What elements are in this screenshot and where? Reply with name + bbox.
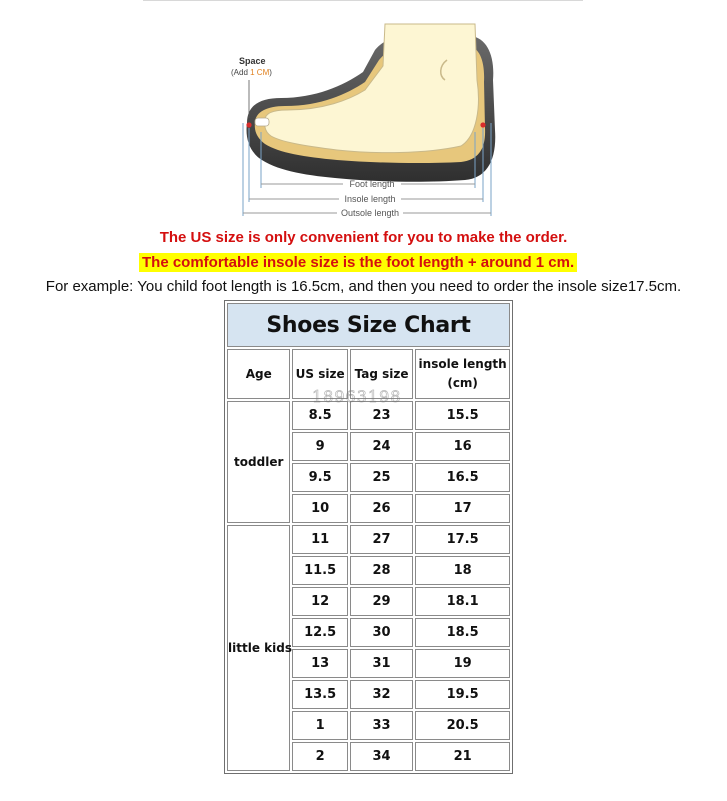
- tag-size-cell: 23: [350, 401, 413, 430]
- example-note: For example: You child foot length is 16.5cm, and then you need to order the insole size17.5cm.: [45, 278, 682, 295]
- tag-size-cell: 28: [350, 556, 413, 585]
- us-size-cell: 13.5: [292, 680, 347, 709]
- insole-length-cell: 18.5: [415, 618, 510, 647]
- header-insole-length: [415, 349, 510, 399]
- age-group-cell: little kids: [227, 525, 290, 771]
- us-size-cell: 12: [292, 587, 347, 616]
- size-chart-table: [224, 300, 513, 774]
- outsole-length-label: Outsole length: [340, 208, 400, 218]
- header-insole-length-text: insole length: [418, 357, 507, 371]
- us-size-cell: 8.5: [292, 401, 347, 430]
- header-insole-unit: (cm): [447, 376, 478, 390]
- table-row: [227, 401, 510, 430]
- foot-length-label: Foot length: [349, 179, 395, 189]
- tag-size-cell: 26: [350, 494, 413, 523]
- chart-title: Shoes Size Chart: [227, 303, 510, 347]
- toe-shape: [255, 118, 269, 126]
- insole-length-cell: 16.5: [415, 463, 510, 492]
- table-row: [227, 525, 510, 554]
- tag-size-cell: 31: [350, 649, 413, 678]
- insole-length-cell: 16: [415, 432, 510, 461]
- foot-shape: [265, 24, 479, 153]
- header-age: Age: [227, 349, 290, 399]
- heel-end-marker: [480, 122, 485, 127]
- space-note: (Add 1 CM): [231, 68, 272, 77]
- tag-size-cell: 30: [350, 618, 413, 647]
- us-size-cell: 11.5: [292, 556, 347, 585]
- us-size-cell: 9: [292, 432, 347, 461]
- space-label: Space: [239, 56, 266, 66]
- us-size-cell: 13: [292, 649, 347, 678]
- insole-length-cell: 19.5: [415, 680, 510, 709]
- tag-size-cell: 29: [350, 587, 413, 616]
- us-size-cell: 1: [292, 711, 347, 740]
- insole-size-note: The comfortable insole size is the foot length + around 1 cm.: [139, 253, 577, 272]
- insole-length-label: Insole length: [344, 194, 396, 204]
- tag-size-cell: 33: [350, 711, 413, 740]
- age-group-cell: toddler: [227, 401, 290, 523]
- us-size-cell: 2: [292, 742, 347, 771]
- tag-size-cell: 32: [350, 680, 413, 709]
- us-size-cell: 10: [292, 494, 347, 523]
- toe-end-marker: [246, 122, 251, 127]
- header-tag-size: Tag size: [350, 349, 413, 399]
- tag-size-cell: 25: [350, 463, 413, 492]
- insole-length-cell: 18: [415, 556, 510, 585]
- insole-length-cell: 17: [415, 494, 510, 523]
- us-size-note: The US size is only convenient for you to make the order.: [159, 229, 568, 246]
- us-size-cell: 9.5: [292, 463, 347, 492]
- us-size-cell: 11: [292, 525, 347, 554]
- tag-size-cell: 27: [350, 525, 413, 554]
- insole-length-cell: 19: [415, 649, 510, 678]
- header-us-size: US size: [292, 349, 347, 399]
- insole-length-cell: 15.5: [415, 401, 510, 430]
- insole-length-cell: 17.5: [415, 525, 510, 554]
- insole-length-cell: 21: [415, 742, 510, 771]
- tag-size-cell: 24: [350, 432, 413, 461]
- insole-length-cell: 20.5: [415, 711, 510, 740]
- tag-size-cell: 34: [350, 742, 413, 771]
- foot-measurement-diagram: [225, 20, 505, 225]
- insole-length-cell: 18.1: [415, 587, 510, 616]
- us-size-cell: 12.5: [292, 618, 347, 647]
- top-divider: [143, 0, 583, 1]
